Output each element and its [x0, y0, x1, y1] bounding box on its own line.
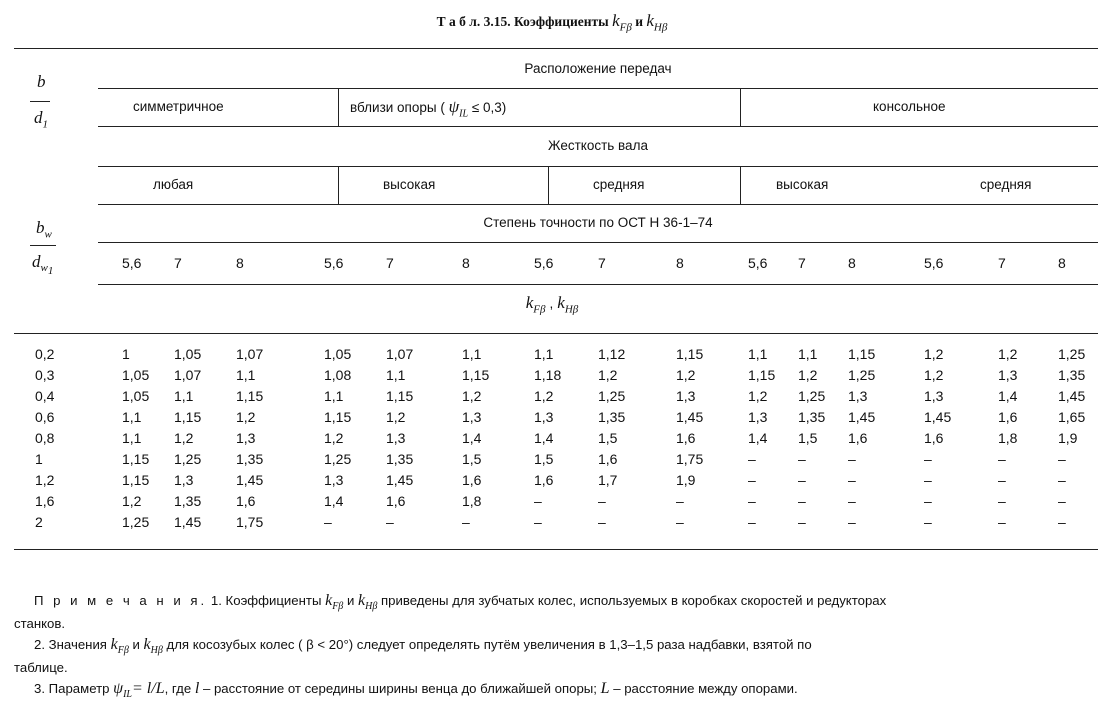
table-cell: 1,3 [386, 430, 406, 446]
table-cell: – [386, 514, 394, 530]
stub-d1: $d_1$ [34, 108, 48, 131]
vrule-4 [548, 166, 549, 204]
grade-label: 7 [174, 255, 182, 271]
stub-frac-line-2 [30, 245, 56, 246]
ratio-value: 0,2 [35, 346, 55, 362]
table-cell: 1,05 [122, 388, 150, 404]
table-cell: 1,75 [676, 451, 704, 467]
table-cell: 1,8 [462, 493, 482, 509]
rule-header-bottom [14, 333, 1098, 334]
header-stiffness: Жесткость вала [548, 138, 648, 153]
ratio-value: 0,3 [35, 367, 55, 383]
header-high-1: высокая [383, 177, 436, 192]
title-conj: и [635, 14, 643, 29]
table-cell: 1,3 [676, 388, 696, 404]
table-cell: 1,25 [798, 388, 826, 404]
table-cell: 1,15 [324, 409, 352, 425]
table-cell: 1,2 [748, 388, 768, 404]
table-cell: 1,6 [848, 430, 868, 446]
table-cell: – [676, 493, 684, 509]
table-cell: – [748, 514, 756, 530]
table-cell: 1,1 [122, 409, 142, 425]
grade-label: 5,6 [748, 255, 768, 271]
table-cell: – [924, 493, 932, 509]
table-cell: – [534, 514, 542, 530]
table-cell: 1,45 [924, 409, 952, 425]
stub-dw1: $d_{w_1}$ [32, 252, 54, 278]
header-cantilever: консольное [873, 99, 946, 114]
grade-label: 8 [236, 255, 244, 271]
table-cell: 1,3 [748, 409, 768, 425]
table-cell: 1,15 [122, 472, 150, 488]
table-cell: 1,2 [386, 409, 406, 425]
header-high-2: высокая [776, 177, 829, 192]
table-cell: 1,45 [848, 409, 876, 425]
table-cell: – [1058, 451, 1066, 467]
grade-label: 7 [798, 255, 806, 271]
grade-label: 5,6 [324, 255, 344, 271]
rule-stiffness-types [98, 204, 1098, 205]
table-cell: 1,2 [174, 430, 194, 446]
table-cell: 1,45 [1058, 388, 1086, 404]
grade-label: 7 [598, 255, 606, 271]
table-cell: 1,1 [462, 346, 482, 362]
table-cell: – [748, 493, 756, 509]
table-cell: 1,1 [122, 430, 142, 446]
table-cell: 1,8 [998, 430, 1018, 446]
table-cell: 1,4 [324, 493, 344, 509]
vrule-3 [338, 166, 339, 204]
ratio-value: 0,8 [35, 430, 55, 446]
table-cell: 1,45 [236, 472, 264, 488]
table-cell: – [1058, 472, 1066, 488]
ratio-value: 0,6 [35, 409, 55, 425]
table-cell: – [798, 493, 806, 509]
table-cell: 1,12 [598, 346, 626, 362]
table-cell: 1,07 [174, 367, 202, 383]
table-cell: 1,2 [998, 346, 1018, 362]
table-cell: – [848, 493, 856, 509]
table-cell: 1,6 [598, 451, 618, 467]
table-cell: 1,4 [748, 430, 768, 446]
rule-arrangement-types [98, 126, 1098, 127]
table-cell: 1,5 [598, 430, 618, 446]
table-cell: 1,1 [798, 346, 818, 362]
table-cell: 1,65 [1058, 409, 1086, 425]
table-cell: 1,4 [534, 430, 554, 446]
table-cell: 1,45 [174, 514, 202, 530]
table-cell: 1,05 [122, 367, 150, 383]
table-cell: 1,5 [534, 451, 554, 467]
rule-grades [98, 284, 1098, 285]
table-cell: – [798, 451, 806, 467]
title-k-f: $k_{F\beta}$ [612, 11, 632, 34]
table-cell: 1,2 [324, 430, 344, 446]
table-cell: 1,1 [236, 367, 256, 383]
vrule-2 [740, 88, 741, 126]
vrule-5 [740, 166, 741, 204]
grade-label: 8 [462, 255, 470, 271]
grade-label: 5,6 [122, 255, 142, 271]
table-cell: 1,25 [122, 514, 150, 530]
table-cell: – [924, 514, 932, 530]
table-cell: 1,3 [848, 388, 868, 404]
table-cell: – [534, 493, 542, 509]
ratio-value: 1,6 [35, 493, 55, 509]
table-cell: 1,3 [998, 367, 1018, 383]
note-3: 3. Параметр $\psi_{IL}= l/L$, где l – расстояние от середины ширины венца до ближайшей опоры; L – расстояние между опорами. [34, 680, 798, 701]
table-cell: 1,15 [676, 346, 704, 362]
table-cell: – [848, 514, 856, 530]
table-cell: 1,18 [534, 367, 562, 383]
table-cell: – [324, 514, 332, 530]
table-cell: 1,25 [598, 388, 626, 404]
table-cell: 1,3 [236, 430, 256, 446]
table-cell: 1,25 [174, 451, 202, 467]
table-cell: – [848, 451, 856, 467]
table-cell: – [998, 514, 1006, 530]
header-any: любая [153, 177, 194, 192]
rule-top [14, 48, 1098, 49]
table-cell: 1,15 [848, 346, 876, 362]
ratio-value: 1 [35, 451, 43, 467]
table-cell: 1,25 [1058, 346, 1086, 362]
table-cell: 1,2 [676, 367, 696, 383]
table-cell: 1,5 [462, 451, 482, 467]
table-cell: 1,6 [676, 430, 696, 446]
header-medium-1: средняя [593, 177, 645, 192]
table-cell: – [998, 493, 1006, 509]
note-2-cont: таблице. [14, 660, 68, 676]
table-cell: 1,1 [386, 367, 406, 383]
note-1-cont: станков. [14, 616, 66, 632]
table-cell: 1,6 [998, 409, 1018, 425]
table-cell: 1,35 [1058, 367, 1086, 383]
table-cell: 1,15 [462, 367, 490, 383]
table-cell: – [748, 451, 756, 467]
table-cell: 1,35 [386, 451, 414, 467]
table-cell: 1,2 [798, 367, 818, 383]
header-medium-2: средняя [980, 177, 1032, 192]
table-cell: – [1058, 514, 1066, 530]
table-cell: – [924, 451, 932, 467]
table-cell: – [848, 472, 856, 488]
table-cell: 1,6 [462, 472, 482, 488]
header-near-support: вблизи опоры ( $\psi_{IL} \le 0,3$) [350, 97, 507, 120]
stub-bw: $b_w$ [36, 218, 52, 241]
table-cell: 1,5 [798, 430, 818, 446]
vrule-1 [338, 88, 339, 126]
table-cell: 1,1 [174, 388, 194, 404]
table-cell: 1,15 [122, 451, 150, 467]
ratio-value: 2 [35, 514, 43, 530]
note-1: П р и м е ч а н и я. 1. Коэффициенты $k_{F\beta}$ и $k_{H\beta}$ приведены для зубчатых колес, используемых в коробках скоростей и редукторах [34, 592, 887, 613]
table-cell: 1,3 [462, 409, 482, 425]
table-cell: 1,15 [748, 367, 776, 383]
table-cell: 1,35 [598, 409, 626, 425]
header-arrangement: Расположение передач [524, 61, 672, 76]
table-cell: – [798, 514, 806, 530]
ratio-value: 1,2 [35, 472, 55, 488]
ratio-value: 0,4 [35, 388, 55, 404]
title-text: Т а б л. 3.15. Коэффициенты [436, 14, 609, 29]
stub-frac-line-1 [30, 101, 50, 102]
table-cell: 1,9 [1058, 430, 1078, 446]
grade-label: 5,6 [924, 255, 944, 271]
table-cell: 1,07 [236, 346, 264, 362]
note-2: 2. Значения $k_{F\beta}$ и $k_{H\beta}$ для косозубых колес ( β < 20°) следует определять путём увеличения в 1,3–1,5 раза надбавки, взятой по [34, 636, 812, 657]
table-cell: 1,7 [598, 472, 618, 488]
table-cell: 1,35 [798, 409, 826, 425]
table-cell: – [998, 472, 1006, 488]
table-cell: 1,2 [122, 493, 142, 509]
table-cell: 1,2 [924, 367, 944, 383]
table-cell: – [462, 514, 470, 530]
table-cell: 1,2 [598, 367, 618, 383]
table-cell: 1,15 [386, 388, 414, 404]
table-cell: 1,05 [174, 346, 202, 362]
table-cell: 1,6 [924, 430, 944, 446]
table-cell: 1,6 [386, 493, 406, 509]
table-cell: 1,15 [236, 388, 264, 404]
table-cell: – [598, 514, 606, 530]
table-cell: – [924, 472, 932, 488]
table-cell: 1,3 [174, 472, 194, 488]
table-cell: – [1058, 493, 1066, 509]
grade-label: 7 [998, 255, 1006, 271]
table-cell: 1,2 [236, 409, 256, 425]
rule-bottom [14, 549, 1098, 550]
table-cell: 1,75 [236, 514, 264, 530]
title-k-h: $k_{H\beta}$ [646, 11, 668, 34]
table-cell: 1,35 [174, 493, 202, 509]
table-cell: 1,1 [534, 346, 554, 362]
header-coefficients: $k_{F\beta}$ , $k_{H\beta}$ [525, 293, 579, 316]
header-accuracy: Степень точности по ОСТ Н 36-1–74 [483, 215, 713, 230]
table-cell: 1,45 [386, 472, 414, 488]
table-cell: 1 [122, 346, 130, 362]
table-cell: 1,25 [324, 451, 352, 467]
table-cell: 1,3 [924, 388, 944, 404]
rule-arrangement [98, 88, 1098, 89]
rule-accuracy [98, 242, 1098, 243]
grade-label: 8 [1058, 255, 1066, 271]
table-cell: 1,4 [462, 430, 482, 446]
table-cell: 1,05 [324, 346, 352, 362]
table-cell: 1,35 [236, 451, 264, 467]
table-cell: 1,1 [324, 388, 344, 404]
table-cell: – [676, 514, 684, 530]
table-cell: 1,25 [848, 367, 876, 383]
table-cell: 1,6 [236, 493, 256, 509]
table-cell: 1,1 [748, 346, 768, 362]
grade-label: 8 [848, 255, 856, 271]
notes [14, 590, 1104, 706]
table-cell: 1,08 [324, 367, 352, 383]
rule-stiffness [98, 166, 1098, 167]
table-cell: 1,3 [324, 472, 344, 488]
table-cell: 1,4 [998, 388, 1018, 404]
grade-label: 7 [386, 255, 394, 271]
table-title [0, 11, 1104, 33]
stub-b: b [37, 72, 46, 91]
table-cell: – [998, 451, 1006, 467]
table-cell: 1,6 [534, 472, 554, 488]
table-cell: – [748, 472, 756, 488]
table-cell: 1,2 [924, 346, 944, 362]
table-cell: 1,2 [534, 388, 554, 404]
table-cell: 1,2 [462, 388, 482, 404]
table-cell: – [598, 493, 606, 509]
table-cell: – [798, 472, 806, 488]
table-cell: 1,3 [534, 409, 554, 425]
grade-label: 5,6 [534, 255, 554, 271]
table-cell: 1,9 [676, 472, 696, 488]
table-cell: 1,45 [676, 409, 704, 425]
header-symmetric: симметричное [133, 99, 224, 114]
grade-label: 8 [676, 255, 684, 271]
table-cell: 1,07 [386, 346, 414, 362]
table-cell: 1,15 [174, 409, 202, 425]
